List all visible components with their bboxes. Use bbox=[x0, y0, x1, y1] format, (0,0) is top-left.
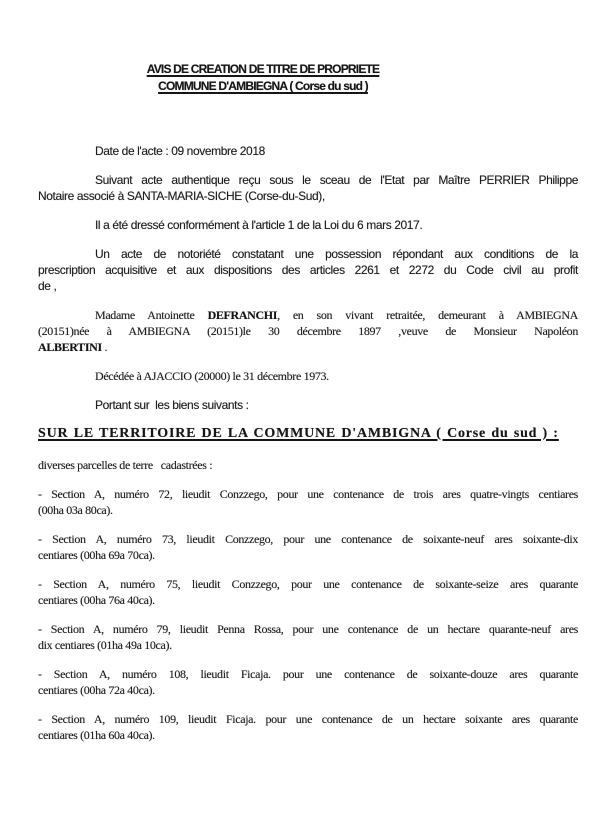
parcel-item-73 bbox=[38, 531, 578, 563]
parcelles-intro-paragraph bbox=[38, 457, 578, 473]
parcel-line-1: - Section A, numéro 73, lieudit Conzzego, pour une contenance de soixante-neuf ares soixante-dix bbox=[38, 532, 578, 546]
notoriete-paragraph bbox=[38, 246, 578, 294]
parcel-line-1: - Section A, numéro 79, lieudit Penna Rossa, pour une contenance de un hectare quarante-neuf ares bbox=[38, 622, 578, 636]
parcel-line-2: centiares (00ha 72a 40ca). bbox=[38, 683, 155, 697]
deces-paragraph bbox=[38, 368, 578, 384]
notoriete-line-3: de , bbox=[38, 279, 57, 293]
territory-heading: SUR LE TERRITOIRE DE LA COMMUNE D'AMBIGNA ( Corse du sud ) : bbox=[38, 426, 559, 441]
deces-line: Décédée à AJACCIO (20000) le 31 décembre 1973. bbox=[95, 369, 329, 383]
parcel-line-2: centiares (00ha 76a 40ca). bbox=[38, 593, 155, 607]
portant-line: Portant sur les biens suivants : bbox=[95, 398, 249, 412]
parcel-line-2: (00ha 03a 80ca). bbox=[38, 503, 113, 517]
parcel-item-75 bbox=[38, 576, 578, 608]
beneficiary-paragraph bbox=[38, 307, 578, 355]
parcel-item-108 bbox=[38, 666, 578, 698]
title-line-1: AVIS DE CREATION DE TITRE DE PROPRIETE bbox=[146, 62, 380, 76]
beneficiary-line-1 bbox=[38, 307, 578, 323]
loi-line: Il a été dressé conformément à l'article 1 de la Loi du 6 mars 2017. bbox=[95, 218, 423, 232]
parcel-line-2: centiares (00ha 69a 70ca). bbox=[38, 548, 155, 562]
parcel-line-1: - Section A, numéro 75, lieudit Conzzego, pour une contenance de soixante-seize ares quarante bbox=[38, 577, 578, 591]
loi-paragraph bbox=[38, 217, 578, 233]
parcel-line-1: - Section A, numéro 108, lieudit Ficaja. pour une contenance de soixante-douze ares quarante bbox=[38, 667, 578, 681]
parcel-line-1: - Section A, numéro 109, lieudit Ficaja. pour une contenance de un hectare soixante ares quarante bbox=[38, 712, 578, 726]
acte-date-line: Date de l'acte : 09 novembre 2018 bbox=[95, 144, 265, 158]
acte-authentique-paragraph bbox=[38, 172, 578, 204]
parcel-item-109 bbox=[38, 711, 578, 743]
beneficiary-line-1-suffix: , en son vivant retraitée, demeurant à AMBIEGNA bbox=[277, 308, 578, 322]
notoriete-line-2: prescription acquisitive et aux dispositions des articles 2261 et 2272 du Code civil au profit bbox=[38, 263, 578, 277]
portant-paragraph bbox=[38, 397, 578, 413]
acte-date-paragraph bbox=[38, 143, 578, 159]
parcel-line-2: dix centiares (01ha 49a 10ca). bbox=[38, 638, 172, 652]
acte-authentique-line-2: Notaire associé à SANTA-MARIA-SICHE (Corse-du-Sud), bbox=[38, 189, 325, 203]
beneficiary-surname: DEFRANCHI bbox=[207, 308, 278, 322]
parcel-line-2: centiares (01ha 60a 40ca). bbox=[38, 728, 155, 742]
acte-authentique-line-1: Suivant acte authentique reçu sous le sceau de l'Etat par Maître PERRIER Philippe bbox=[95, 173, 578, 187]
notoriete-line-1: Un acte de notoriété constatant une possession répondant aux conditions de la bbox=[95, 247, 578, 261]
document-title bbox=[38, 61, 488, 95]
spouse-surname: ALBERTINI bbox=[38, 340, 102, 354]
parcel-line-1: - Section A, numéro 72, lieudit Conzzego, pour une contenance de trois ares quatre-vingts centiares bbox=[38, 487, 578, 501]
parcel-item-72 bbox=[38, 486, 578, 518]
title-line-2: COMMUNE D'AMBIEGNA ( Corse du sud ) bbox=[158, 79, 368, 93]
parcelles-intro-line: diverses parcelles de terre cadastrées : bbox=[38, 458, 213, 472]
beneficiary-line-3 bbox=[38, 339, 578, 355]
beneficiary-line-3-suffix: . bbox=[101, 340, 108, 354]
parcel-item-79 bbox=[38, 621, 578, 653]
beneficiary-line-1-prefix: Madame Antoinette bbox=[95, 308, 208, 322]
beneficiary-line-2: (20151)née à AMBIEGNA (20151)le 30 décembre 1897 ,veuve de Monsieur Napoléon bbox=[38, 324, 578, 338]
